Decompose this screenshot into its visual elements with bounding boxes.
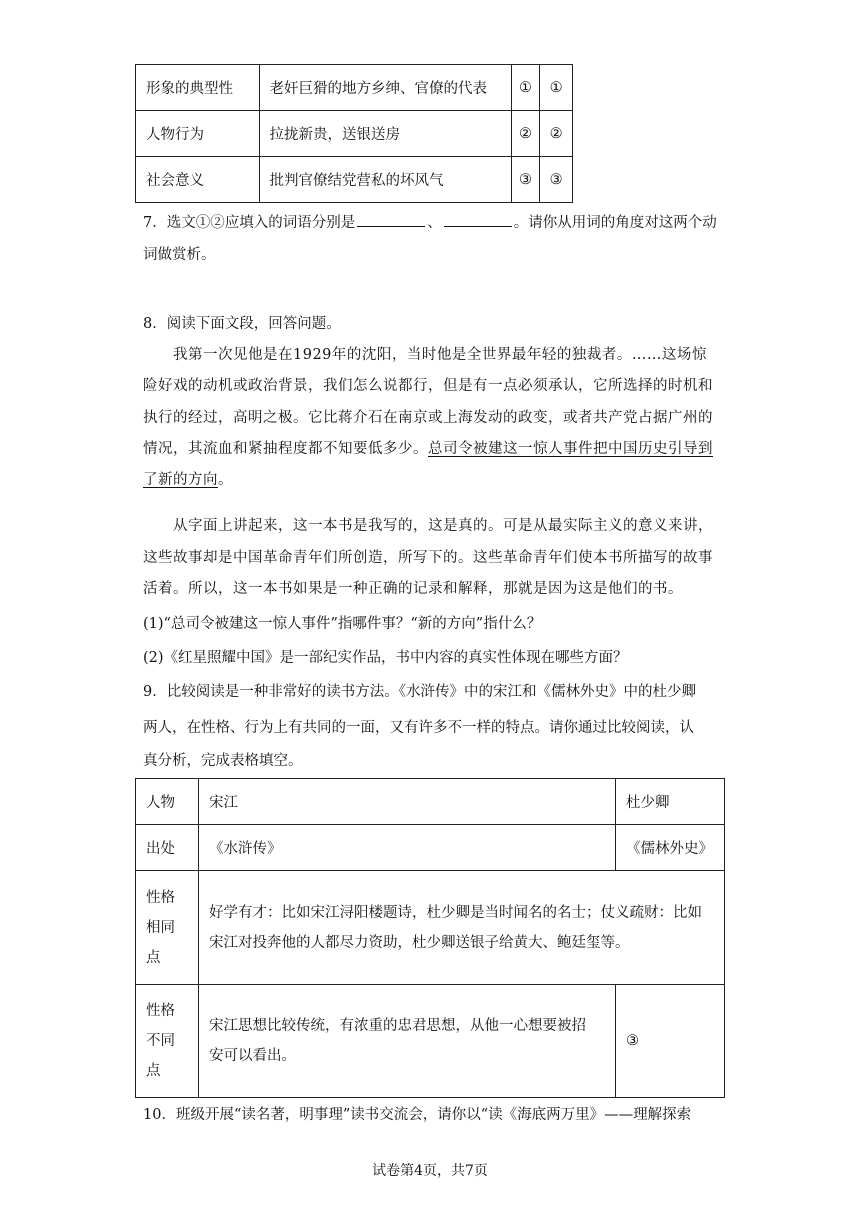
cell-text: 安可以看出。 (209, 1048, 296, 1064)
table-cell: 宋江 (199, 779, 616, 825)
table-cell: ① (540, 65, 573, 111)
passage-text: 。 (218, 472, 233, 488)
table-cell: 批判官僚结党营私的坏风气 (259, 157, 511, 203)
table-header-cell: 出处 (136, 825, 199, 871)
passage-line: 从字面上讲起来，这一本书是我写的，这是真的。可是从最实际主义的意义来讲， (173, 518, 713, 534)
header-text: 性格 (146, 889, 175, 906)
answer-cell[interactable]: ③ (616, 985, 725, 1098)
table-header-cell: 人物 (136, 779, 199, 825)
table-header-cell (136, 871, 199, 985)
passage-line (143, 434, 733, 464)
passage-line: 这些故事却是中国革命青年们所创造，所写下的。这些革命青年们使本书所描写的故事 (143, 550, 713, 566)
table-cell: 杜少卿 (616, 779, 725, 825)
cell-text: 好学有才：比如宋江浔阳楼题诗，杜少卿是当时闻名的名士；仗义疏财：比如 (209, 904, 702, 921)
answer-blank-2[interactable] (444, 210, 512, 227)
underlined-sentence: 总司令被建这一惊人事件把中国历史引导到 (428, 441, 713, 457)
table-cell: 《儒林外史》 (616, 825, 725, 871)
header-text: 点 (146, 949, 161, 966)
question-7-separator: 、 (427, 215, 442, 231)
table-cell: 拉拢新贵，送银送房 (259, 111, 511, 157)
table-row (136, 871, 725, 985)
table-cell: ③ (511, 157, 540, 203)
table-cell: 《水浒传》 (199, 825, 616, 871)
question-8-title: 8．阅读下面文段，回答问题。 (143, 316, 341, 332)
passage-line (143, 465, 733, 495)
table-row (136, 779, 725, 825)
question-7-line-1 (143, 208, 733, 238)
character-analysis-table (135, 64, 573, 203)
table-cell (199, 871, 725, 985)
underlined-sentence: 了新的方向 (143, 472, 218, 488)
header-text: 点 (146, 1063, 161, 1079)
header-text: 相同 (146, 919, 175, 936)
passage-line: 执行的经过，高明之极。它比蒋介石在南京或上海发动的政变，或者共产党占据广州的 (143, 410, 713, 426)
question-8-sub-2: (2)《红星照耀中国》是一部纪实作品，书中内容的真实性体现在哪些方面？ (143, 650, 628, 666)
question-9-line: 两人，在性格、行为上有共同的一面，又有许多不一样的特点。请你通过比较阅读，认 (143, 720, 694, 736)
page-footer: 试卷第4页，共7页 (372, 1163, 488, 1179)
table-row (136, 985, 725, 1098)
table-cell: 老奸巨猾的地方乡绅、官僚的代表 (259, 65, 511, 111)
question-10-line: 10．班级开展“读名著，明事理”读书交流会，请你以“读《海底两万里》——理解探索 (143, 1107, 692, 1123)
table-row (136, 825, 725, 871)
table-cell: 人物行为 (136, 111, 260, 157)
table-cell: ① (511, 65, 540, 111)
question-7-text-b: 。请你从用词的角度对这两个动 (513, 215, 717, 231)
table-row (136, 157, 573, 203)
table-cell: 形象的典型性 (136, 65, 260, 111)
header-text: 不同 (146, 1033, 175, 1049)
cell-text: 宋江对投奔他的人都尽力资助，杜少卿送银子给黄大、鲍廷玺等。 (209, 934, 630, 951)
question-9-line: 真分析，完成表格填空。 (143, 753, 303, 769)
table-row (136, 111, 573, 157)
passage-line: 险好戏的动机或政治背景，我们怎么说都行，但是有一点必须承认，它所选择的时机和 (143, 378, 713, 394)
table-cell: ② (511, 111, 540, 157)
question-7-line-2: 词做赏析。 (143, 247, 216, 263)
comparison-table (135, 778, 725, 1098)
question-7-text-a: 7．选文①②应填入的词语分别是 (143, 215, 356, 231)
passage-text: 情况，其流血和紧抽程度都不知要低多少。 (143, 441, 428, 457)
answer-blank-1[interactable] (357, 210, 425, 227)
question-9-line: 9．比较阅读是一种非常好的读书方法。《水浒传》中的宋江和《儒林外史》中的杜少卿 (143, 684, 696, 700)
cell-text: 宋江思想比较传统，有浓重的忠君思想，从他一心想要被招 (209, 1018, 586, 1034)
header-text: 性格 (146, 1003, 175, 1019)
passage-line: 我第一次见他是在1929年的沈阳，当时他是全世界最年轻的独裁者。……这场惊 (173, 347, 707, 363)
table-header-cell (136, 985, 199, 1098)
question-8-sub-1: (1)“总司令被建这一惊人事件”指哪件事？“新的方向”指什么？ (143, 616, 542, 632)
table-cell: 社会意义 (136, 157, 260, 203)
table-cell: ③ (540, 157, 573, 203)
table-row (136, 65, 573, 111)
table-cell: ② (540, 111, 573, 157)
table-cell (199, 985, 616, 1098)
passage-line: 活着。所以，这一本书如果是一种正确的记录和解释，那就是因为这是他们的书。 (143, 581, 683, 597)
